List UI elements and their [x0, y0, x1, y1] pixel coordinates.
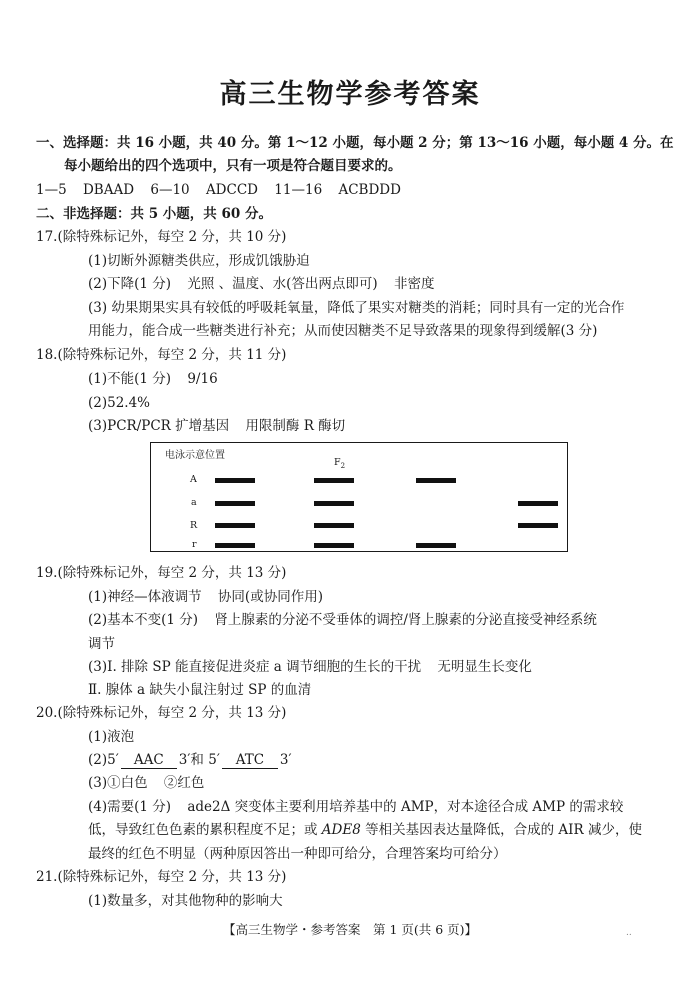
mc-range-2: 6—10: [150, 182, 190, 198]
q19-line-2: [88, 610, 597, 630]
gel-band: [314, 501, 354, 506]
q18-l1-part-a: (1)不能(1 分): [88, 371, 172, 387]
gel-lane-subscript: 2: [340, 461, 346, 470]
q19-line-3: [88, 657, 532, 677]
gel-lane-letter: F: [334, 457, 341, 468]
q17-l2-part-c: 非密度: [393, 276, 435, 292]
gel-band: [518, 523, 558, 528]
gel-header: 电泳示意位置: [165, 450, 225, 461]
q20-l3-part-a: (3)①白色: [88, 775, 148, 791]
q19-l1-part-b: 协同(或协同作用): [217, 589, 323, 605]
q19-heading: 19.(除特殊标记外，每空 2 分，共 13 分): [36, 565, 287, 581]
q18-l3-part-a: (3)PCR/PCR 扩增基因: [88, 418, 230, 434]
q20-line-6: 最终的红色不明显（两种原因答出一种即可给分，合理答案均可给分）: [88, 846, 507, 862]
q21-line-1: (1)数量多，对其他物种的影响大: [88, 893, 283, 909]
gel-band: [215, 543, 255, 548]
gel-band: [416, 478, 456, 483]
mc-answer-1: DBAAD: [82, 182, 135, 198]
gel-row-a: a: [191, 497, 197, 508]
q18-line-3: [88, 416, 345, 436]
page-footer: 【高三生物学・参考答案 第 1 页(共 6 页)】: [222, 922, 478, 937]
q20-gene-name: ADE8: [321, 822, 361, 838]
gel-band: [518, 501, 558, 506]
gel-lane-label: [334, 457, 345, 472]
q20-l4-part-a: (4)需要(1 分): [88, 799, 172, 815]
mc-answers: [36, 180, 401, 200]
mc-answer-3: ACBDDD: [338, 182, 401, 198]
q20-line-3: [88, 773, 204, 793]
gel-band: [314, 478, 354, 483]
gel-row-r: r: [192, 539, 197, 550]
q20-line-4: [88, 797, 623, 817]
q20-l2-middle: 3′和 5′: [178, 752, 220, 768]
gel-band: [314, 543, 354, 548]
q20-l5-part-a: 低，导致红色色素的累积程度不足；或: [88, 822, 322, 838]
q20-l2-suffix: 3′: [279, 752, 292, 768]
q20-heading: 20.(除特殊标记外，每空 2 分，共 13 分): [36, 705, 287, 721]
q19-l2-part-b: 肾上腺素的分泌不受垂体的调控/肾上腺素的分泌直接受神经系统: [214, 612, 597, 628]
q18-heading: 18.(除特殊标记外，每空 2 分，共 11 分): [36, 347, 287, 363]
q20-l3-part-b: ②红色: [163, 775, 205, 791]
q21-heading: 21.(除特殊标记外，每空 2 分，共 13 分): [36, 869, 287, 885]
q18-line-2: (2)52.4%: [88, 395, 151, 411]
q20-line-5: [88, 820, 642, 840]
q19-line-1: [88, 587, 323, 607]
q17-line-1: (1)切断外源糖类供应，形成饥饿胁迫: [88, 253, 310, 269]
q19-l2-part-a: (2)基本不变(1 分): [88, 612, 199, 628]
section-2-heading: 二、非选择题：共 5 小题，共 60 分。: [36, 206, 272, 222]
gel-band: [215, 478, 255, 483]
mc-range-3: 11—16: [274, 182, 323, 198]
footer-dots: ..: [626, 928, 632, 938]
q17-line-4: 用能力，能合成一些糖类进行补充；从而使因糖类不足导致落果的现象得到缓解(3 分): [88, 323, 598, 339]
q17-heading: 17.(除特殊标记外，每空 2 分，共 10 分): [36, 229, 287, 245]
q20-blank-1: AAC: [121, 752, 177, 769]
page-title: 高三生物学参考答案: [219, 79, 481, 110]
q20-l4-part-b: ade2Δ 突变体主要利用培养基中的 AMP，对本途径合成 AMP 的需求较: [187, 799, 624, 815]
q19-line-4: Ⅱ. 腺体 a 缺失小鼠注射过 SP 的血清: [88, 682, 312, 698]
q17-line-2: [88, 274, 434, 294]
q20-l2-prefix: (2)5′: [88, 752, 119, 768]
q18-line-1: [88, 369, 218, 389]
q18-l1-part-b: 9/16: [187, 371, 218, 387]
q20-l5-part-b: 等相关基因表达量降低，合成的 AIR 减少，使: [360, 822, 642, 838]
q19-line-2-cont: 调节: [88, 636, 115, 652]
q19-l1-part-a: (1)神经—体液调节: [88, 589, 202, 605]
section-1-heading: 一、选择题：共 16 小题，共 40 分。第 1～12 小题，每小题 2 分；第 13～16 小题，每小题 4 分。在: [36, 135, 674, 151]
gel-band: [215, 523, 255, 528]
q17-l2-part-b: 光照 、温度、水(答出两点即可): [187, 276, 378, 292]
q20-blank-2: ATC: [222, 752, 278, 769]
section-1-heading-cont: 每小题给出的四个选项中，只有一项是符合题目要求的。: [64, 158, 402, 174]
q20-line-1: (1)液泡: [88, 729, 135, 745]
mc-answer-2: ADCCD: [205, 182, 258, 198]
q19-l3-part-a: (3)Ⅰ. 排除 SP 能直接促进炎症 a 调节细胞的生长的干扰: [88, 659, 422, 675]
mc-range-1: 1—5: [36, 182, 67, 198]
q18-l3-part-b: 用限制酶 R 酶切: [245, 418, 346, 434]
gel-band: [416, 543, 456, 548]
gel-band: [314, 523, 354, 528]
q19-l3-part-b: 无明显生长变化: [437, 659, 532, 675]
electrophoresis-figure: [150, 442, 568, 552]
gel-row-A: A: [190, 474, 197, 485]
q20-line-2: [88, 750, 292, 770]
gel-band: [215, 501, 255, 506]
q17-line-3: (3) 幼果期果实具有较低的呼吸耗氧量，降低了果实对糖类的消耗；同时具有一定的光合作: [88, 300, 625, 316]
q17-l2-part-a: (2)下降(1 分): [88, 276, 172, 292]
gel-row-R: R: [190, 520, 198, 531]
